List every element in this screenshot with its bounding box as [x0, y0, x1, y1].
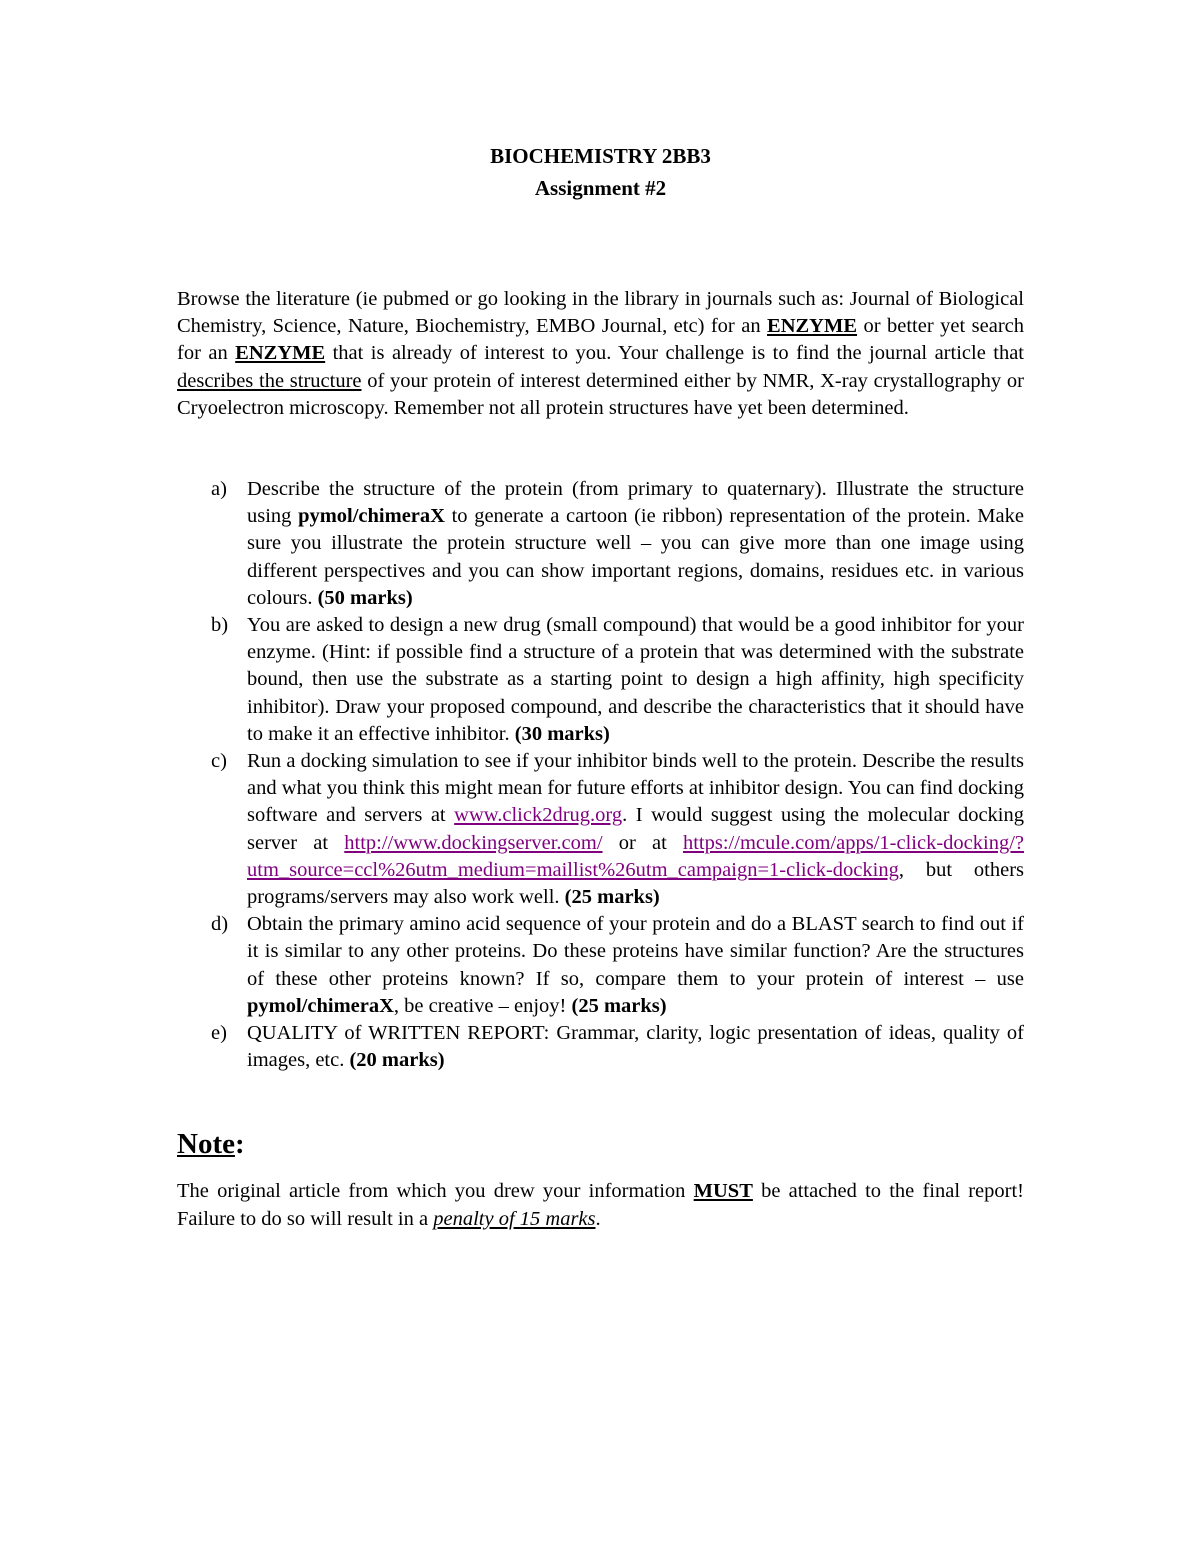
question-text: . I would suggest using the molecular docking server at: [247, 804, 1024, 854]
intro-text-2: or better yet search for an: [177, 315, 1024, 365]
tool-name: pymol/chimeraX: [247, 994, 394, 1017]
note-text-1: The original article from which you drew your information: [177, 1180, 694, 1203]
note-text-2: be attached to the final report! Failure to do so will result in a: [177, 1180, 1025, 1230]
question-text: or at: [602, 831, 683, 854]
question-b: [177, 612, 1024, 748]
intro-paragraph: [177, 286, 1024, 422]
note-heading-colon: :: [234, 1128, 245, 1161]
question-text: , be creative – enjoy!: [393, 994, 572, 1017]
assignment-page: [177, 140, 1024, 1253]
question-text: Run a docking simulation to see if your inhibitor binds well to the protein. Describe the results and what you think this might mean for future efforts at inhibitor design. You can find docking software and servers at: [247, 750, 1024, 827]
note-heading-word: Note: [177, 1128, 235, 1161]
question-text: to generate a cartoon (ie ribbon) representation of the protein. Make sure you illustrate the protein structure well – you can give more than one image using different perspectives and you can show important regions, domains, residues etc. in various colours.: [247, 505, 1024, 609]
question-marker: b): [211, 614, 229, 637]
question-text: Obtain the primary amino acid sequence of your protein and do a BLAST search to find out if it is similar to any other proteins. Do these proteins have similar function? Are the structures of these other proteins known? If so, compare them to your protein of interest – use: [247, 913, 1024, 990]
note-text-3: .: [595, 1207, 601, 1230]
tool-name: pymol/chimeraX: [298, 505, 445, 528]
question-text: QUALITY of WRITTEN REPORT: Grammar, clarity, logic presentation of ideas, quality of images, etc.: [247, 1022, 1024, 1072]
must-emphasis: MUST: [693, 1180, 753, 1203]
click2drug-link[interactable]: www.click2drug.org: [454, 804, 623, 827]
question-marker: c): [211, 750, 227, 773]
course-title: BIOCHEMISTRY 2BB3: [490, 144, 711, 168]
marks-label: (20 marks): [349, 1049, 445, 1072]
question-d: [177, 911, 1024, 1020]
note-heading: [177, 1124, 1024, 1164]
question-e: [177, 1020, 1024, 1074]
mcule-link[interactable]: https://mcule.com/apps/1-click-docking/?utm_source=ccl%26utm_medium=maillist%26utm_campaign=1-click-docking: [247, 831, 1024, 881]
note-paragraph: [177, 1178, 1024, 1232]
question-c: [177, 748, 1024, 911]
question-text: Describe the structure of the protein (from primary to quaternary). Illustrate the structure using: [247, 478, 1024, 528]
marks-label: (50 marks): [317, 586, 413, 609]
question-text: You are asked to design a new drug (small compound) that would be a good inhibitor for your enzyme. (Hint: if possible find a structure of a protein that was determined with the substrate bound, then use the substrate as a starting point to design a high affinity, high specificity inhibitor). Draw your proposed compound, and describe the characteristics that it should have to make it an effective inhibitor.: [247, 614, 1024, 745]
question-marker: e): [211, 1022, 227, 1045]
marks-label: (25 marks): [564, 886, 660, 909]
intro-text-4: of your protein of interest determined either by NMR, X-ray crystallography or Cryoelectron microscopy. Remember not all protein structures have yet been determined.: [177, 369, 1024, 419]
question-marker: d): [211, 913, 229, 936]
question-marker: a): [211, 478, 227, 501]
question-list: [177, 476, 1024, 1074]
question-a: [177, 476, 1024, 612]
intro-text-3: that is already of interest to you. Your challenge is to find the journal article that: [325, 342, 1024, 365]
assignment-title: Assignment #2: [534, 176, 667, 200]
penalty-emphasis: penalty of 15 marks: [433, 1207, 596, 1230]
describes-structure-emphasis: describes the structure: [177, 369, 362, 392]
enzyme-emphasis-2: ENZYME: [235, 342, 326, 365]
intro-text-1: Browse the literature (ie pubmed or go looking in the library in journals such as: Journal of Biological Chemistry, Science, Nature, Biochemistry, EMBO Journal, etc) for an: [177, 288, 1024, 338]
marks-label: (30 marks): [514, 722, 610, 745]
marks-label: (25 marks): [571, 994, 667, 1017]
question-text: , but others programs/servers may also work well.: [247, 858, 1024, 909]
enzyme-emphasis-1: ENZYME: [767, 315, 858, 338]
dockingserver-link[interactable]: http://www.dockingserver.com/: [344, 831, 603, 854]
